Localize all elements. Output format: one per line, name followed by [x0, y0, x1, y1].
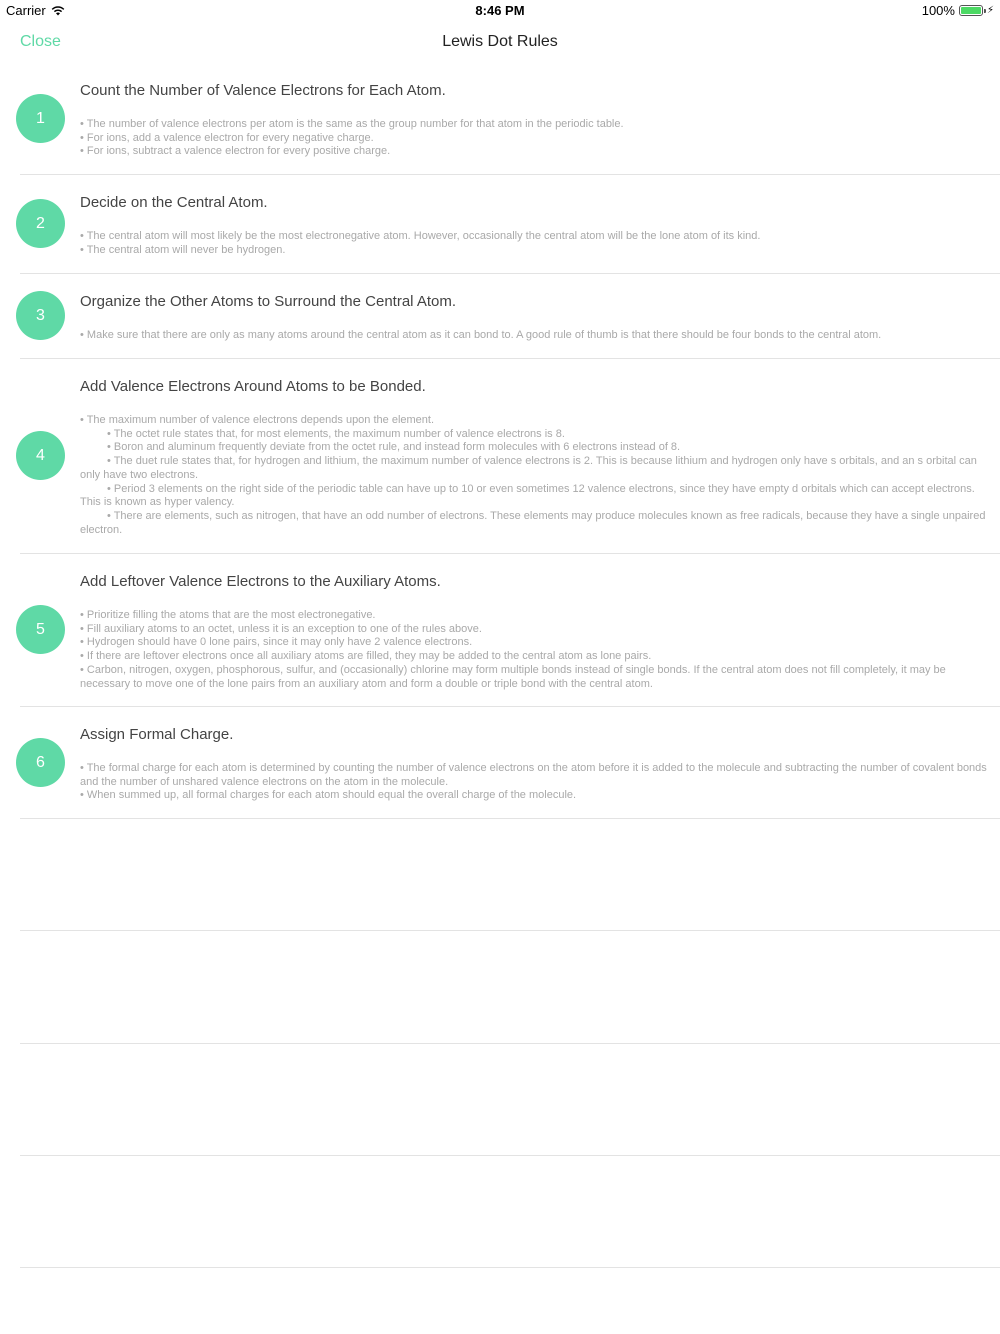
rule-description: [80, 329, 988, 343]
nav-bar: [0, 20, 1000, 64]
empty-row-separator: [20, 930, 1000, 931]
rule-row[interactable]: [0, 175, 1000, 274]
rule-line: • If there are leftover electrons once all auxiliary atoms are filled, they may be added to the central atom as lone pairs.: [80, 650, 652, 663]
rule-title: Assign Formal Charge.: [80, 726, 234, 743]
rule-line: • Prioritize filling the atoms that are the most electronegative.: [80, 609, 376, 621]
empty-row-separator: [20, 1043, 1000, 1044]
rule-line: • The central atom will never be hydrogen.: [80, 243, 286, 256]
status-bar: [0, 0, 1000, 20]
rule-subline: • Period 3 elements on the right side of the periodic table can have up to 10 or even sometimes 12 valence electrons, since they have empty d orbitals which can accept electrons. This is known as hyper valency.: [80, 482, 975, 509]
rule-description: [80, 230, 988, 257]
rule-line: [80, 455, 988, 482]
rule-title: Count the Number of Valence Electrons for Each Atom.: [80, 82, 446, 99]
battery-icon: [959, 5, 983, 16]
battery-group: [922, 3, 994, 18]
rule-description: [80, 609, 988, 691]
rule-subline: • The octet rule states that, for most elements, the maximum number of valence electrons is 8.: [107, 427, 565, 440]
charging-bolt-icon: ⚡: [986, 4, 994, 16]
rule-row[interactable]: [0, 359, 1000, 554]
rule-description: [80, 414, 988, 537]
rule-row[interactable]: [0, 554, 1000, 707]
rule-line: • Fill auxiliary atoms to an octet, unless it is an exception to one of the rules above.: [80, 622, 482, 635]
rule-line: • When summed up, all formal charges for each atom should equal the overall charge of the molecule.: [80, 789, 577, 802]
row-separator: [20, 818, 1000, 819]
step-number-badge: 6: [16, 738, 65, 787]
battery-percent: 100%: [921, 3, 955, 18]
rule-line: [80, 441, 988, 455]
rule-subline: • The duet rule states that, for hydrogen and lithium, the maximum number of valence electrons is 2. This is because lithium and hydrogen only have s orbitals, and an s orbital can only have two electrons.: [80, 455, 977, 481]
page-title: Lewis Dot Rules: [442, 33, 558, 50]
rule-title: Organize the Other Atoms to Surround the Central Atom.: [80, 293, 457, 310]
rule-subline: • Boron and aluminum frequently deviate from the octet rule, and instead form molecules with 6 electrons instead of 8.: [107, 441, 681, 454]
rule-line: • The formal charge for each atom is determined by counting the number of valence electrons on the atom before it is added to the molecule and subtracting the number of covalent bonds and the number of unshared valence electrons on the atom in the molecule.: [80, 762, 987, 788]
rule-title: Decide on the Central Atom.: [80, 194, 268, 211]
rule-line: • The maximum number of valence electrons depends upon the element.: [80, 414, 435, 426]
step-number-badge: 4: [16, 431, 65, 480]
rule-line: • The number of valence electrons per atom is the same as the group number for that atom in the periodic table.: [80, 118, 624, 130]
rule-row[interactable]: [0, 707, 1000, 819]
rule-line: • Make sure that there are only as many atoms around the central atom as it can bond to. A good rule of thumb is that there should be four bonds to the central atom.: [80, 329, 882, 341]
carrier-label: Carrier: [6, 3, 46, 18]
step-number-badge: 3: [16, 291, 65, 340]
rule-line: [80, 483, 988, 510]
close-button[interactable]: Close: [20, 33, 61, 50]
step-number-badge: 5: [16, 605, 65, 654]
rule-line: • Carbon, nitrogen, oxygen, phosphorous, sulfur, and (occasionally) chlorine may form multiple bonds instead of single bonds. If the central atom does not fill completely, it may be necessary to move one of the lone pairs from an auxiliary atom and form a double or triple bond with the central atom.: [80, 663, 946, 690]
rule-line: • The central atom will most likely be the most electronegative atom. However, occasionally the central atom will be the lone atom of its kind.: [80, 230, 761, 242]
rule-line: • Hydrogen should have 0 lone pairs, since it may only have 2 valence electrons.: [80, 636, 473, 649]
status-time: 8:46 PM: [475, 3, 525, 18]
empty-row-separator: [20, 1267, 1000, 1268]
step-number-badge: 1: [16, 94, 65, 143]
step-number-badge: 2: [16, 199, 65, 248]
rule-title: Add Valence Electrons Around Atoms to be Bonded.: [80, 378, 426, 395]
rule-title: Add Leftover Valence Electrons to the Auxiliary Atoms.: [80, 573, 441, 590]
rule-line: [80, 510, 988, 537]
rule-row[interactable]: [0, 64, 1000, 175]
rule-line: • For ions, subtract a valence electron for every positive charge.: [80, 145, 391, 158]
empty-row-separator: [20, 1155, 1000, 1156]
rule-description: [80, 762, 988, 803]
rule-subline: • There are elements, such as nitrogen, that have an odd number of electrons. These elements may produce molecules known as free radicals, because they have a single unpaired electron.: [80, 509, 986, 536]
rule-row[interactable]: [0, 274, 1000, 359]
rule-description: [80, 118, 988, 159]
battery-fill: [961, 7, 981, 14]
rule-line: • For ions, add a valence electron for every negative charge.: [80, 131, 374, 144]
rule-line: [80, 428, 988, 442]
